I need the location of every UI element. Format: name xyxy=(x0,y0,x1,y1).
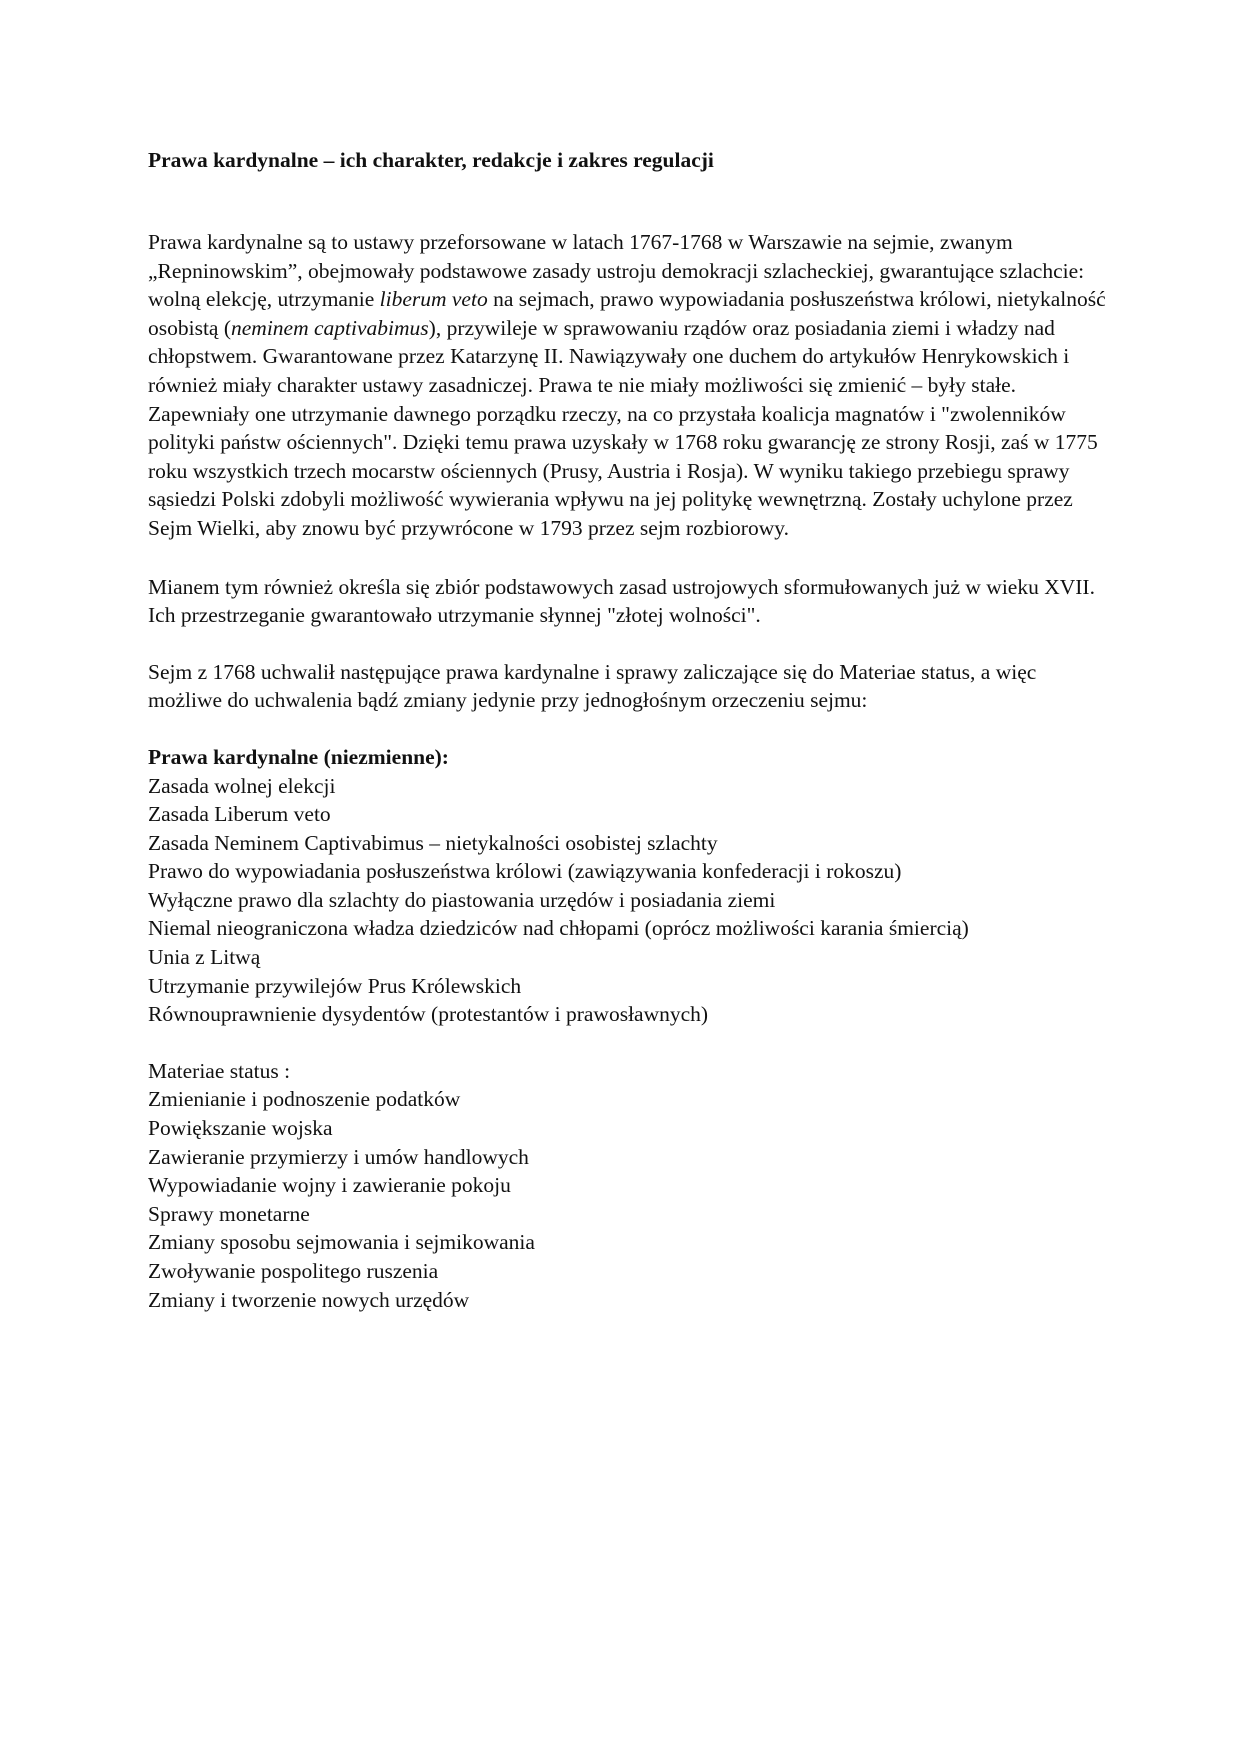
intro-text-1: Prawa kardynalne są to ustawy przeforsowane w latach 1767-1768 w Warszawie na sejmie, zwanym „Repninowskim”, obejmowały podstawowe zasady ustroju demokracji szlacheckiej, gwarantujące szlachcie: wolną elekcję, utrzymanie xyxy=(148,230,1085,312)
list-item: Zasada Liberum veto xyxy=(148,802,331,827)
list-item: Równouprawnienie dysydentów (protestantów i prawosławnych) xyxy=(148,1002,709,1027)
document-page xyxy=(148,146,1108,1342)
list-item: Unia z Litwą xyxy=(148,945,261,970)
paragraph-xvii-century: Mianem tym również określa się zbiór podstawowych zasad ustrojowych sformułowanych już w wieku XVII. Ich przestrzeganie gwarantowało utrzymanie słynnej "złotej wolności". xyxy=(148,574,1095,628)
list-item: Zmiany i tworzenie nowych urzędów xyxy=(148,1287,470,1312)
list-item: Niemal nieograniczona władza dziedziców nad chłopami (oprócz możliwości karania śmiercią) xyxy=(148,916,969,941)
paragraph-sejm-1768: Sejm z 1768 uchwalił następujące prawa kardynalne i sprawy zaliczające się do Materiae status, a więc możliwe do uchwalenia bądź zmiany jedynie przy jednogłośnym orzeczeniu sejmu: xyxy=(148,659,1037,713)
list-item: Zmienianie i podnoszenie podatków xyxy=(148,1087,461,1112)
materiae-status-heading: Materiae status : xyxy=(148,1058,291,1083)
list-item: Wyłączne prawo dla szlachty do piastowania urzędów i posiadania ziemi xyxy=(148,887,776,912)
intro-italic-neminem-captivabimus: neminem captivabimus xyxy=(231,315,429,340)
list-item: Zawieranie przymierzy i umów handlowych xyxy=(148,1144,529,1169)
list-item: Powiększanie wojska xyxy=(148,1116,333,1141)
list-item: Prawo do wypowiadania posłuszeństwa królowi (zawiązywania konfederacji i rokoszu) xyxy=(148,859,902,884)
list-item: Zasada wolnej elekcji xyxy=(148,773,336,798)
cardinal-laws-heading: Prawa kardynalne (niezmienne): xyxy=(148,744,449,769)
list-item: Zmiany sposobu sejmowania i sejmikowania xyxy=(148,1230,535,1255)
list-item: Zwoływanie pospolitego ruszenia xyxy=(148,1259,439,1283)
list-item: Utrzymanie przywilejów Prus Królewskich xyxy=(148,973,522,998)
list-item: Zasada Neminem Captivabimus – nietykalności osobistej szlachty xyxy=(148,830,718,855)
intro-paragraph xyxy=(148,228,1108,543)
intro-text-2: na sejmach, prawo wypowiadania posłuszeństwa królowi, nietykalność osobistą ( xyxy=(148,287,1106,340)
intro-italic-liberum-veto: liberum veto xyxy=(379,287,488,312)
document-title: Prawa kardynalne – ich charakter, redakcje i zakres regulacji xyxy=(148,148,714,172)
intro-text-3: ), przywileje w sprawowaniu rządów oraz posiadania ziemi i władzy nad chłopstwem. Gwarantowane przez Katarzynę II. Nawiązywały one duchem do artykułów Henrykowskich i również miały charakter ustawy zasadniczej. Prawa te nie miały możliwości się zmienić – były stałe. Zapewniały one utrzymanie dawnego porządku rzeczy, na co przystała koalicja magnatów i "zwolenników polityki państw ościennych". Dzięki temu prawa uzyskały w 1768 roku gwarancję ze strony Rosji, zaś w 1775 roku wszystkich trzech mocarstw ościennych (Prusy, Austria i Rosja). W wyniku takiego przebiegu sprawy sąsiedzi Polski zdobyli możliwość wywierania wpływu na jej politykę wewnętrzną. Zostały uchylone przez Sejm Wielki, aby znowu być przywrócone w 1793 przez sejm rozbiorowy. xyxy=(148,315,1098,540)
list-item: Sprawy monetarne xyxy=(148,1201,310,1226)
materiae-status-list xyxy=(148,1085,1108,1314)
cardinal-laws-list xyxy=(148,772,1108,1029)
list-item: Wypowiadanie wojny i zawieranie pokoju xyxy=(148,1173,511,1198)
